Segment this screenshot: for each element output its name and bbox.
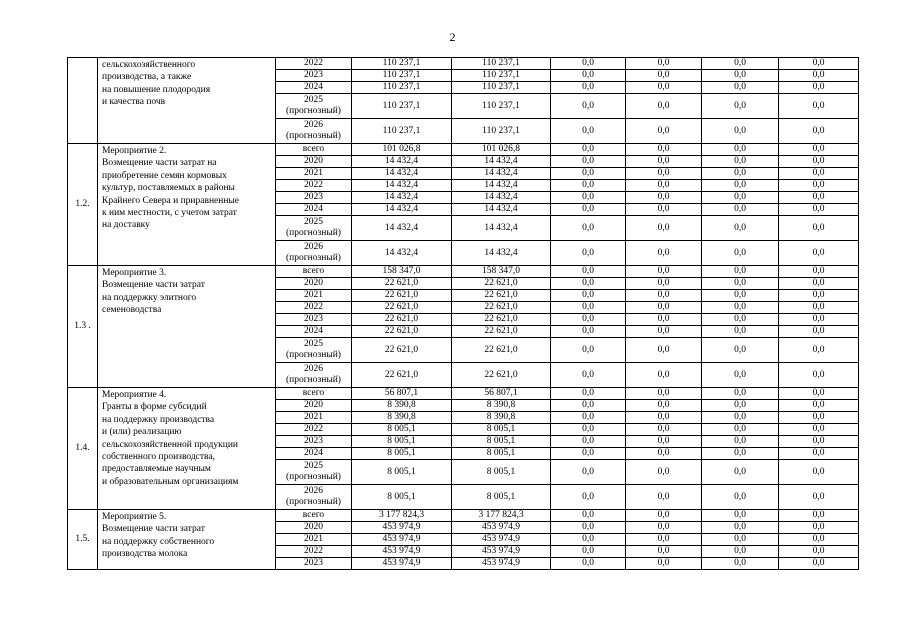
value-cell: 110 237,1 <box>352 58 452 70</box>
value-cell: 0,0 <box>626 363 702 388</box>
value-cell: 0,0 <box>702 424 779 436</box>
value-cell: 0,0 <box>779 424 859 436</box>
value-cell: 0,0 <box>551 510 626 522</box>
value-cell: 453 974,9 <box>452 558 551 570</box>
value-cell: 0,0 <box>702 400 779 412</box>
value-cell: 0,0 <box>779 448 859 460</box>
year-cell: 2022 <box>276 546 352 558</box>
value-cell: 0,0 <box>551 436 626 448</box>
value-cell: 14 432,4 <box>352 156 452 168</box>
value-cell: 22 621,0 <box>352 326 452 338</box>
measure-name-line: Возмещение части затрат <box>102 524 205 535</box>
year-cell: 2022 <box>276 302 352 314</box>
value-cell: 453 974,9 <box>352 522 452 534</box>
value-cell: 110 237,1 <box>352 119 452 144</box>
value-cell: 0,0 <box>702 558 779 570</box>
value-cell: 14 432,4 <box>452 216 551 241</box>
value-cell: 0,0 <box>626 241 702 266</box>
measure-name-line: сельскохозяйственной продукции <box>102 439 238 450</box>
measure-name-line: производства, а также <box>102 72 192 83</box>
value-cell: 0,0 <box>702 388 779 400</box>
value-cell: 0,0 <box>626 180 702 192</box>
value-cell: 14 432,4 <box>452 168 551 180</box>
year-cell: 2021 <box>276 412 352 424</box>
value-cell: 0,0 <box>702 485 779 510</box>
value-cell: 0,0 <box>779 168 859 180</box>
value-cell: 0,0 <box>779 204 859 216</box>
year-cell: 2024 <box>276 204 352 216</box>
value-cell: 0,0 <box>702 363 779 388</box>
measure-name-line: на повышение плодородия <box>102 84 211 95</box>
value-cell: 0,0 <box>779 144 859 156</box>
year-cell: 2022 <box>276 58 352 70</box>
value-cell: 14 432,4 <box>352 204 452 216</box>
value-cell: 14 432,4 <box>352 168 452 180</box>
value-cell: 0,0 <box>551 144 626 156</box>
value-cell: 158 347,0 <box>352 266 452 278</box>
page-number: 2 <box>449 30 456 44</box>
value-cell: 0,0 <box>551 192 626 204</box>
measure-name-line: на поддержку элитного <box>102 292 197 303</box>
value-cell: 0,0 <box>551 241 626 266</box>
value-cell: 0,0 <box>626 448 702 460</box>
value-cell: 453 974,9 <box>452 534 551 546</box>
value-cell: 8 005,1 <box>352 448 452 460</box>
value-cell: 14 432,4 <box>452 192 551 204</box>
value-cell: 0,0 <box>626 156 702 168</box>
measure-name <box>98 510 276 570</box>
value-cell: 0,0 <box>626 534 702 546</box>
year-cell: 2026 (прогнозный) <box>276 241 352 266</box>
measure-name-line: собственного производства, <box>102 452 215 463</box>
value-cell: 0,0 <box>626 436 702 448</box>
value-cell: 0,0 <box>702 82 779 94</box>
measure-index <box>68 58 98 144</box>
value-cell: 22 621,0 <box>452 290 551 302</box>
value-cell: 110 237,1 <box>452 119 551 144</box>
table-row <box>68 58 859 70</box>
year-cell: 2026 (прогнозный) <box>276 485 352 510</box>
value-cell: 0,0 <box>702 94 779 119</box>
value-cell: 101 026,8 <box>452 144 551 156</box>
value-cell: 0,0 <box>779 119 859 144</box>
year-cell: 2025 (прогнозный) <box>276 338 352 363</box>
measure-name <box>98 388 276 510</box>
value-cell: 14 432,4 <box>352 180 452 192</box>
value-cell: 0,0 <box>702 58 779 70</box>
value-cell: 0,0 <box>626 82 702 94</box>
value-cell: 0,0 <box>779 192 859 204</box>
value-cell: 22 621,0 <box>452 363 551 388</box>
value-cell: 0,0 <box>551 448 626 460</box>
value-cell: 0,0 <box>779 338 859 363</box>
measure-name-line: предоставляемые научным <box>102 464 211 475</box>
year-cell: 2020 <box>276 400 352 412</box>
value-cell: 158 347,0 <box>452 266 551 278</box>
value-cell: 22 621,0 <box>452 326 551 338</box>
value-cell: 0,0 <box>702 144 779 156</box>
value-cell: 0,0 <box>626 424 702 436</box>
value-cell: 0,0 <box>779 485 859 510</box>
value-cell: 0,0 <box>779 460 859 485</box>
measure-name <box>98 144 276 266</box>
value-cell: 110 237,1 <box>352 82 452 94</box>
value-cell: 0,0 <box>779 302 859 314</box>
value-cell: 0,0 <box>551 546 626 558</box>
value-cell: 0,0 <box>551 424 626 436</box>
value-cell: 0,0 <box>626 290 702 302</box>
measure-index: 1.3 . <box>68 266 98 388</box>
value-cell: 0,0 <box>626 400 702 412</box>
year-cell: всего <box>276 388 352 400</box>
measure-index: 1.5. <box>68 510 98 570</box>
value-cell: 0,0 <box>779 290 859 302</box>
value-cell: 0,0 <box>702 156 779 168</box>
value-cell: 22 621,0 <box>452 278 551 290</box>
measure-name-line: на доставку <box>102 220 150 231</box>
value-cell: 0,0 <box>702 216 779 241</box>
year-cell: 2024 <box>276 82 352 94</box>
measure-name-line: Мероприятие 3. <box>102 268 167 278</box>
value-cell: 110 237,1 <box>352 94 452 119</box>
value-cell: 0,0 <box>551 460 626 485</box>
value-cell: 0,0 <box>779 216 859 241</box>
year-cell: 2024 <box>276 448 352 460</box>
value-cell: 453 974,9 <box>352 546 452 558</box>
value-cell: 0,0 <box>551 119 626 144</box>
year-cell: 2025 (прогнозный) <box>276 216 352 241</box>
value-cell: 0,0 <box>626 338 702 363</box>
value-cell: 0,0 <box>626 144 702 156</box>
year-cell: 2024 <box>276 326 352 338</box>
value-cell: 0,0 <box>702 460 779 485</box>
value-cell: 8 005,1 <box>352 424 452 436</box>
value-cell: 110 237,1 <box>452 58 551 70</box>
value-cell: 8 005,1 <box>352 436 452 448</box>
value-cell: 0,0 <box>551 534 626 546</box>
value-cell: 0,0 <box>702 522 779 534</box>
value-cell: 0,0 <box>551 266 626 278</box>
value-cell: 22 621,0 <box>452 314 551 326</box>
year-cell: 2026 (прогнозный) <box>276 363 352 388</box>
value-cell: 0,0 <box>551 156 626 168</box>
value-cell: 0,0 <box>551 94 626 119</box>
value-cell: 0,0 <box>551 204 626 216</box>
value-cell: 0,0 <box>626 485 702 510</box>
value-cell: 14 432,4 <box>352 192 452 204</box>
measure-name-line: Возмещение части затрат на <box>102 158 217 169</box>
measure-name <box>98 58 276 144</box>
value-cell: 453 974,9 <box>452 522 551 534</box>
budget-table <box>67 57 859 570</box>
value-cell: 0,0 <box>551 412 626 424</box>
value-cell: 56 807,1 <box>352 388 452 400</box>
value-cell: 3 177 824,3 <box>452 510 551 522</box>
value-cell: 0,0 <box>626 388 702 400</box>
year-cell: 2025 (прогнозный) <box>276 460 352 485</box>
year-cell: 2025 (прогнозный) <box>276 94 352 119</box>
value-cell: 0,0 <box>702 241 779 266</box>
measure-name-line: Возмещение части затрат <box>102 280 205 291</box>
measure-name <box>98 266 276 388</box>
value-cell: 0,0 <box>626 94 702 119</box>
value-cell: 0,0 <box>551 363 626 388</box>
value-cell: 0,0 <box>779 326 859 338</box>
value-cell: 0,0 <box>626 558 702 570</box>
year-cell: 2021 <box>276 290 352 302</box>
value-cell: 0,0 <box>779 412 859 424</box>
value-cell: 0,0 <box>702 204 779 216</box>
value-cell: 0,0 <box>626 460 702 485</box>
measure-name-line: и образовательным организациям <box>102 476 239 487</box>
year-cell: 2026 (прогнозный) <box>276 119 352 144</box>
value-cell: 0,0 <box>551 82 626 94</box>
value-cell: 14 432,4 <box>352 241 452 266</box>
value-cell: 0,0 <box>779 363 859 388</box>
value-cell: 14 432,4 <box>452 241 551 266</box>
value-cell: 0,0 <box>702 119 779 144</box>
value-cell: 0,0 <box>551 338 626 363</box>
value-cell: 0,0 <box>551 168 626 180</box>
measure-name-line: и качества почв <box>102 97 166 108</box>
measure-name-line: семеноводства <box>102 305 162 316</box>
value-cell: 453 974,9 <box>352 558 452 570</box>
value-cell: 0,0 <box>702 412 779 424</box>
value-cell: 22 621,0 <box>452 338 551 363</box>
year-cell: всего <box>276 266 352 278</box>
value-cell: 0,0 <box>779 58 859 70</box>
year-cell: 2023 <box>276 192 352 204</box>
value-cell: 0,0 <box>626 204 702 216</box>
value-cell: 22 621,0 <box>352 314 452 326</box>
value-cell: 0,0 <box>626 192 702 204</box>
value-cell: 0,0 <box>702 326 779 338</box>
value-cell: 8 005,1 <box>452 424 551 436</box>
table-row <box>68 510 859 522</box>
value-cell: 0,0 <box>702 546 779 558</box>
value-cell: 0,0 <box>702 302 779 314</box>
value-cell: 0,0 <box>702 180 779 192</box>
value-cell: 0,0 <box>779 436 859 448</box>
table-row <box>68 266 859 278</box>
year-cell: всего <box>276 510 352 522</box>
value-cell: 0,0 <box>626 119 702 144</box>
year-cell: 2023 <box>276 558 352 570</box>
value-cell: 22 621,0 <box>452 302 551 314</box>
measure-name-line: приобретение семян кормовых <box>102 170 227 181</box>
value-cell: 0,0 <box>779 388 859 400</box>
value-cell: 0,0 <box>702 448 779 460</box>
value-cell: 0,0 <box>626 168 702 180</box>
year-cell: 2023 <box>276 314 352 326</box>
value-cell: 0,0 <box>551 58 626 70</box>
measure-name-line: сельскохозяйственного <box>102 60 196 70</box>
value-cell: 3 177 824,3 <box>352 510 452 522</box>
value-cell: 0,0 <box>779 180 859 192</box>
measure-name-line: производства молока <box>102 549 188 560</box>
measure-name-line: Мероприятие 2. <box>102 146 167 156</box>
value-cell: 0,0 <box>551 70 626 82</box>
value-cell: 56 807,1 <box>452 388 551 400</box>
value-cell: 0,0 <box>626 278 702 290</box>
value-cell: 0,0 <box>702 168 779 180</box>
value-cell: 0,0 <box>779 400 859 412</box>
value-cell: 110 237,1 <box>452 94 551 119</box>
measure-name-line: Крайнего Севера и приравненные <box>102 195 240 206</box>
value-cell: 0,0 <box>626 70 702 82</box>
year-cell: 2020 <box>276 156 352 168</box>
value-cell: 0,0 <box>551 558 626 570</box>
value-cell: 110 237,1 <box>352 70 452 82</box>
value-cell: 0,0 <box>551 278 626 290</box>
value-cell: 0,0 <box>779 278 859 290</box>
value-cell: 0,0 <box>779 156 859 168</box>
measure-index: 1.4. <box>68 388 98 510</box>
value-cell: 101 026,8 <box>352 144 452 156</box>
year-cell: 2020 <box>276 278 352 290</box>
value-cell: 0,0 <box>626 546 702 558</box>
value-cell: 0,0 <box>551 290 626 302</box>
value-cell: 453 974,9 <box>452 546 551 558</box>
value-cell: 0,0 <box>779 546 859 558</box>
value-cell: 8 005,1 <box>352 460 452 485</box>
value-cell: 110 237,1 <box>452 82 551 94</box>
year-cell: 2021 <box>276 168 352 180</box>
value-cell: 0,0 <box>551 388 626 400</box>
value-cell: 0,0 <box>551 216 626 241</box>
year-cell: 2023 <box>276 436 352 448</box>
value-cell: 0,0 <box>702 436 779 448</box>
measure-name-line: Гранты в форме субсидий <box>102 402 207 413</box>
value-cell: 8 005,1 <box>452 448 551 460</box>
value-cell: 0,0 <box>779 314 859 326</box>
value-cell: 0,0 <box>702 192 779 204</box>
year-cell: 2021 <box>276 534 352 546</box>
value-cell: 0,0 <box>779 94 859 119</box>
value-cell: 0,0 <box>626 314 702 326</box>
measure-name-line: на поддержку производства <box>102 414 215 425</box>
value-cell: 0,0 <box>779 266 859 278</box>
value-cell: 14 432,4 <box>352 216 452 241</box>
value-cell: 0,0 <box>551 485 626 510</box>
measure-name-line: на поддержку собственного <box>102 536 215 547</box>
value-cell: 0,0 <box>702 290 779 302</box>
value-cell: 14 432,4 <box>452 204 551 216</box>
value-cell: 0,0 <box>702 70 779 82</box>
value-cell: 22 621,0 <box>352 302 452 314</box>
value-cell: 0,0 <box>779 522 859 534</box>
measure-name-line: к ним местности, с учетом затрат <box>102 208 237 219</box>
value-cell: 0,0 <box>702 266 779 278</box>
value-cell: 8 390,8 <box>352 400 452 412</box>
value-cell: 22 621,0 <box>352 290 452 302</box>
measure-index: 1.2. <box>68 144 98 266</box>
value-cell: 0,0 <box>702 278 779 290</box>
value-cell: 0,0 <box>551 326 626 338</box>
table-row <box>68 388 859 400</box>
value-cell: 0,0 <box>551 180 626 192</box>
measure-name-line: культур, поставляемых в районы <box>102 183 235 194</box>
value-cell: 8 005,1 <box>452 436 551 448</box>
value-cell: 453 974,9 <box>352 534 452 546</box>
value-cell: 0,0 <box>779 510 859 522</box>
value-cell: 8 005,1 <box>452 485 551 510</box>
value-cell: 0,0 <box>702 534 779 546</box>
value-cell: 0,0 <box>779 70 859 82</box>
value-cell: 0,0 <box>779 241 859 266</box>
value-cell: 8 390,8 <box>352 412 452 424</box>
measure-name-line: Мероприятие 5. <box>102 512 167 522</box>
value-cell: 8 390,8 <box>452 400 551 412</box>
value-cell: 22 621,0 <box>352 363 452 388</box>
value-cell: 0,0 <box>702 314 779 326</box>
value-cell: 0,0 <box>551 522 626 534</box>
value-cell: 14 432,4 <box>452 180 551 192</box>
value-cell: 110 237,1 <box>452 70 551 82</box>
value-cell: 22 621,0 <box>352 338 452 363</box>
year-cell: 2023 <box>276 70 352 82</box>
value-cell: 22 621,0 <box>352 278 452 290</box>
value-cell: 0,0 <box>626 510 702 522</box>
value-cell: 0,0 <box>626 302 702 314</box>
value-cell: 0,0 <box>779 82 859 94</box>
year-cell: 2022 <box>276 424 352 436</box>
value-cell: 0,0 <box>551 302 626 314</box>
value-cell: 0,0 <box>779 558 859 570</box>
value-cell: 8 005,1 <box>352 485 452 510</box>
value-cell: 8 390,8 <box>452 412 551 424</box>
year-cell: 2020 <box>276 522 352 534</box>
value-cell: 0,0 <box>702 338 779 363</box>
value-cell: 0,0 <box>551 400 626 412</box>
measure-name-line: Мероприятие 4. <box>102 390 167 400</box>
value-cell: 0,0 <box>779 534 859 546</box>
value-cell: 0,0 <box>551 314 626 326</box>
value-cell: 0,0 <box>626 266 702 278</box>
year-cell: 2022 <box>276 180 352 192</box>
year-cell: всего <box>276 144 352 156</box>
value-cell: 0,0 <box>702 510 779 522</box>
table-row <box>68 144 859 156</box>
value-cell: 14 432,4 <box>452 156 551 168</box>
value-cell: 0,0 <box>626 522 702 534</box>
value-cell: 0,0 <box>626 326 702 338</box>
value-cell: 0,0 <box>626 412 702 424</box>
measure-name-line: и (или) реализацию <box>102 427 182 438</box>
value-cell: 8 005,1 <box>452 460 551 485</box>
value-cell: 0,0 <box>626 58 702 70</box>
value-cell: 0,0 <box>626 216 702 241</box>
